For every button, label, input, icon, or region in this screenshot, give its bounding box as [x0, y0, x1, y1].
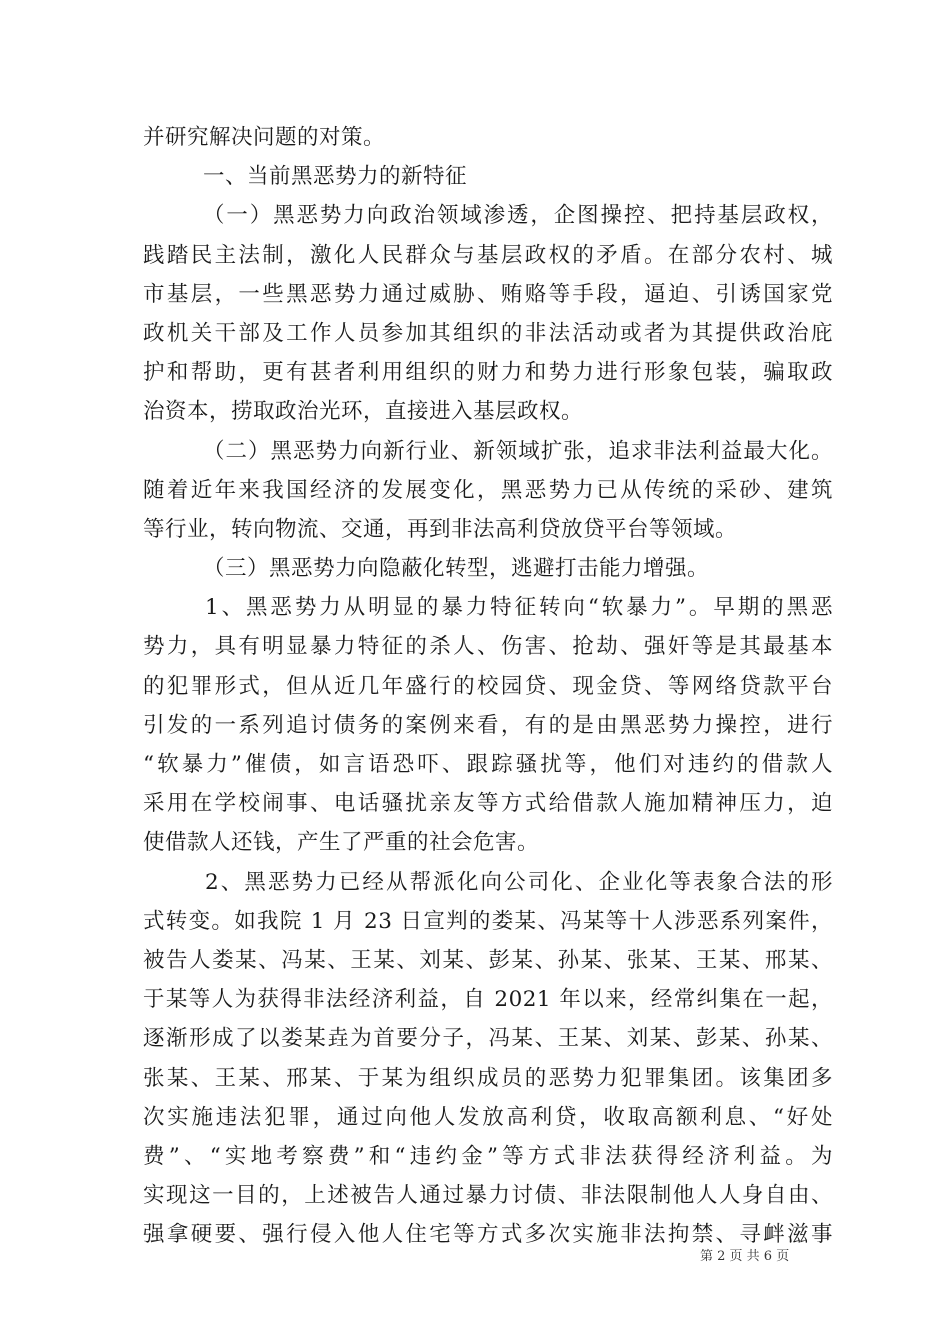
- text-line: 引发的一系列追讨债务的案例来看，有的是由黑恶势力操控，进行: [143, 712, 833, 738]
- text-line: 并研究解决问题的对策。: [143, 125, 386, 150]
- text-line: 逐渐形成了以娄某垚为首要分子，冯某、王某、刘某、彭某、孙某、: [143, 1026, 833, 1052]
- text-line: 1、黑恶势力从明显的暴力特征转向“软暴力”。早期的黑恶: [205, 595, 833, 621]
- text-line: 张某、王某、邢某、于某为组织成员的恶势力犯罪集团。该集团多: [143, 1065, 833, 1091]
- text-line: 费”、“实地考察费”和“违约金”等方式非法获得经济利益。为: [143, 1143, 833, 1169]
- text-line: 采用在学校闹事、电话骚扰亲友等方式给借款人施加精神压力，迫: [143, 791, 833, 817]
- page-footer: 第 2 页 共 6 页: [700, 1249, 790, 1264]
- text-line: 一、当前黑恶势力的新特征: [203, 164, 468, 190]
- text-line: 强拿硬要、强行侵入他人住宅等方式多次实施非法拘禁、寻衅滋事: [143, 1222, 833, 1248]
- text-line: 等行业，转向物流、交通，再到非法高利贷放贷平台等领域。: [143, 516, 738, 542]
- text-line: 践踏民主法制，激化人民群众与基层政权的矛盾。在部分农村、城: [143, 242, 833, 268]
- text-line: 次实施违法犯罪，通过向他人发放高利贷，收取高额利息、“好处: [143, 1104, 833, 1130]
- text-line: 随着近年来我国经济的发展变化，黑恶势力已从传统的采砂、建筑: [143, 477, 833, 503]
- text-line: 式转变。如我院 1 月 23 日宣判的娄某、冯某等十人涉恶系列案件，: [143, 908, 833, 934]
- text-line: 护和帮助，更有甚者利用组织的财力和势力进行形象包装，骗取政: [143, 360, 833, 386]
- text-line: 使借款人还钱，产生了严重的社会危害。: [143, 830, 540, 856]
- text-line: 政机关干部及工作人员参加其组织的非法活动或者为其提供政治庇: [143, 320, 833, 346]
- text-line: 势力，具有明显暴力特征的杀人、伤害、抢劫、强奸等是其最基本: [143, 634, 833, 660]
- text-line: 的犯罪形式，但从近几年盛行的校园贷、现金贷、等网络贷款平台: [143, 673, 833, 699]
- text-line: “软暴力”催债，如言语恐吓、跟踪骚扰等，他们对违约的借款人: [143, 752, 833, 777]
- text-line: （三）黑恶势力向隐蔽化转型，逃避打击能力增强。: [203, 556, 710, 582]
- text-line: 治资本，捞取政治光环，直接进入基层政权。: [143, 399, 584, 425]
- text-line: 市基层，一些黑恶势力通过威胁、贿赂等手段，逼迫、引诱国家党: [143, 281, 833, 307]
- text-line: （二）黑恶势力向新行业、新领域扩张，追求非法利益最大化。: [203, 438, 833, 464]
- text-line: 被告人娄某、冯某、王某、刘某、彭某、孙某、张某、王某、邢某、: [143, 947, 833, 973]
- text-line: 于某等人为获得非法经济利益，自 2021 年以来，经常纠集在一起，: [143, 987, 833, 1013]
- text-line: 2、黑恶势力已经从帮派化向公司化、企业化等表象合法的形: [205, 869, 833, 895]
- text-line: （一）黑恶势力向政治领域渗透，企图操控、把持基层政权，: [203, 203, 833, 229]
- body-text: [143, 118, 833, 1254]
- text-line: 实现这一目的，上述被告人通过暴力讨债、非法限制他人人身自由、: [143, 1183, 833, 1209]
